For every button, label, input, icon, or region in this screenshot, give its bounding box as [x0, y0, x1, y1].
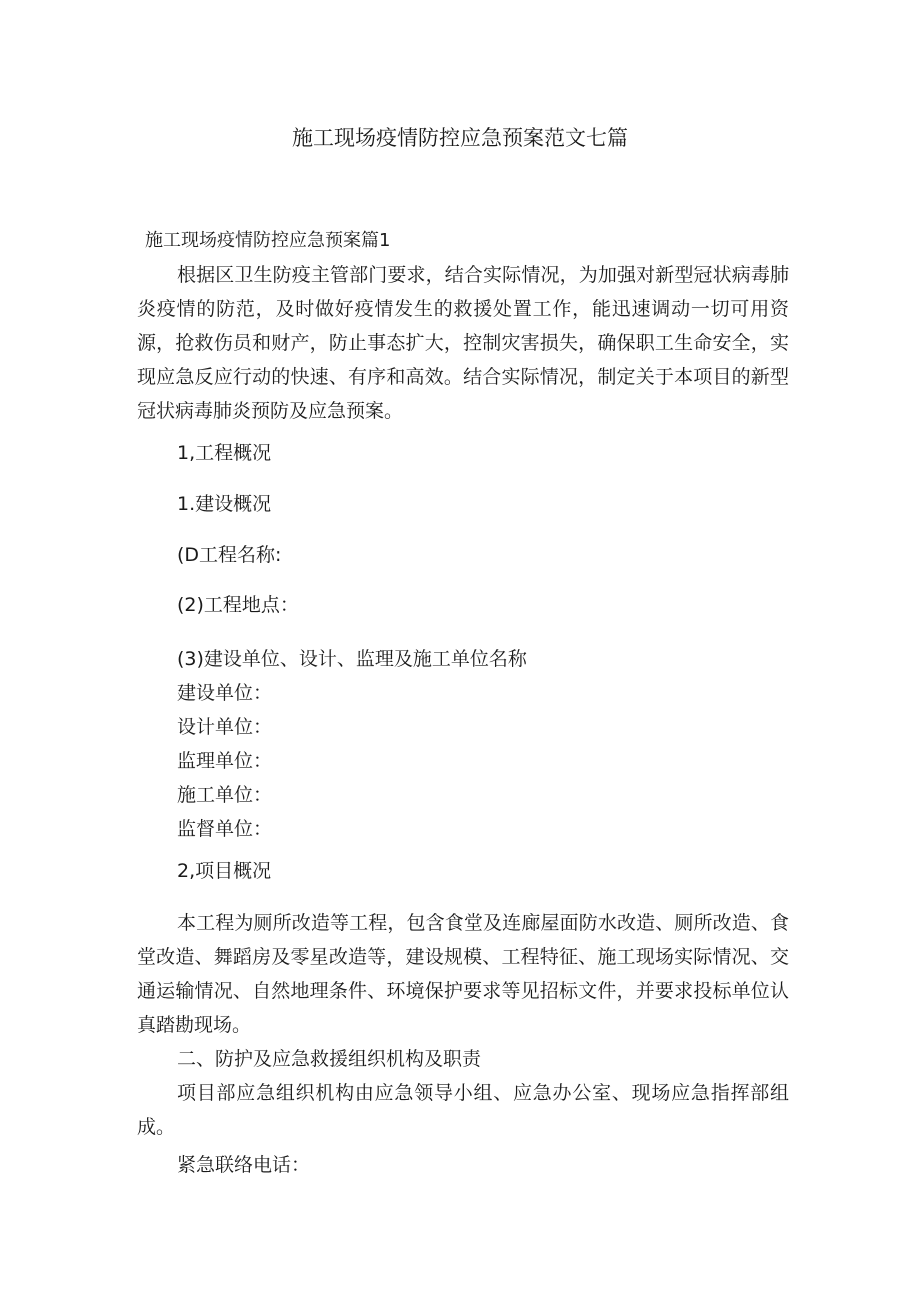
unit-builder: 施工单位：: [177, 784, 273, 806]
heading-construction-overview: 1.建设概况: [177, 493, 272, 515]
unit-oversight: 监督单位：: [177, 818, 273, 840]
item-unit-names: (3)建设单位、设计、监理及施工单位名称: [177, 648, 527, 670]
project-paragraph: 本工程为厕所改造等工程，包含食堂及连廊屋面防水改造、厕所改造、食堂改造、舞蹈房及零星改造等，建设规模、工程特征、施工现场实际情况、交通运输情况、自然地理条件、环境保护要求等见招标文件，并要求投标单位认真踏勘现场。: [137, 912, 789, 1036]
intro-paragraph: 根据区卫生防疫主管部门要求，结合实际情况，为加强对新型冠状病毒肺炎疫情的防范，及时做好疫情发生的救援处置工作，能迅速调动一切可用资源，抢救伤员和财产，防止事态扩大，控制灾害损失，确保职工生命安全，实现应急反应行动的快速、有序和高效。结合实际情况，制定关于本项目的新型冠状病毒肺炎预防及应急预案。: [137, 264, 789, 422]
item-project-name: (D工程名称:: [177, 544, 282, 566]
heading-organization: 二、防护及应急救援组织机构及职责: [177, 1048, 482, 1070]
heading-project-overview: 1,工程概况: [177, 442, 272, 464]
document-title: 施工现场疫情防控应急预案范文七篇: [292, 126, 628, 150]
unit-construction: 建设单位：: [177, 682, 273, 704]
heading-project-summary: 2,项目概况: [177, 860, 272, 882]
section-heading: 施工现场疫情防控应急预案篇1: [145, 230, 391, 251]
unit-supervision: 监理单位：: [177, 750, 273, 772]
unit-design: 设计单位：: [177, 716, 273, 738]
item-project-location: (2)工程地点：: [177, 594, 299, 616]
emergency-contact-label: 紧急联络电话：: [177, 1154, 311, 1176]
organization-paragraph: 项目部应急组织机构由应急领导小组、应急办公室、现场应急指挥部组成。: [137, 1082, 789, 1138]
